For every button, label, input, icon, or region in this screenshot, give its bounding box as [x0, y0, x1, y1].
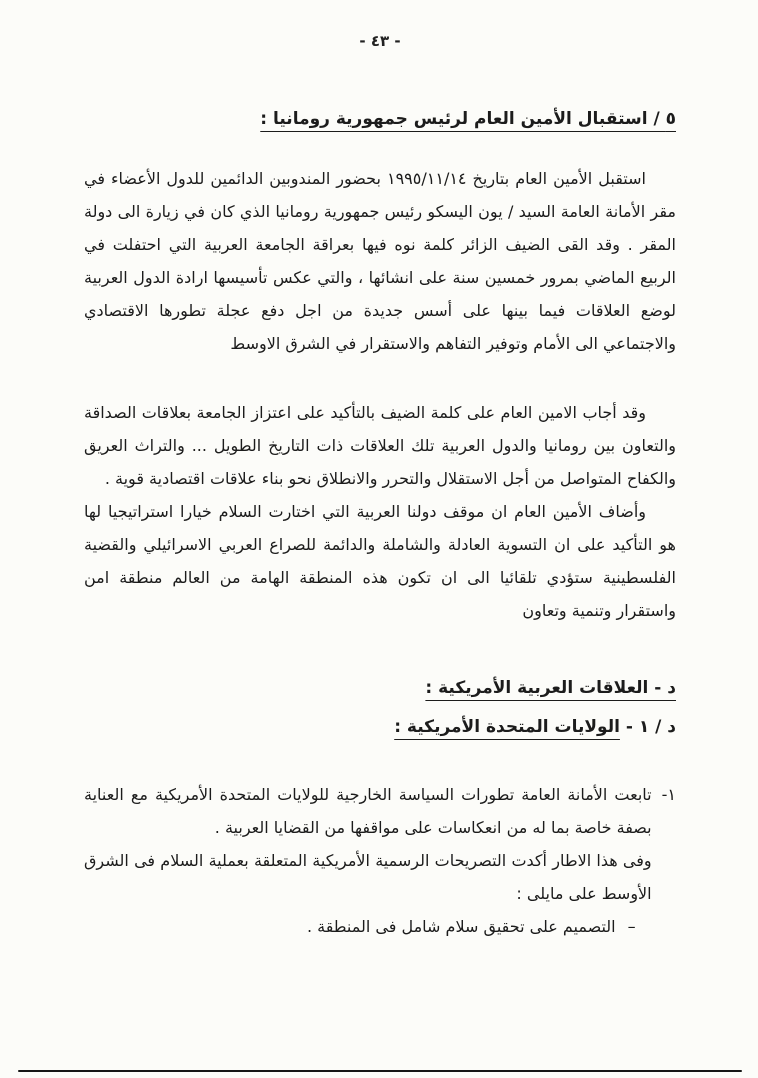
item-1-text: تابعت الأمانة العامة تطورات السياسة الخارجية للولايات المتحدة الأمريكية مع العناية بصفة خاصة بما له من انعكاسات على مواقفها من القضايا العربية .	[84, 785, 652, 837]
item-1-body	[84, 778, 652, 943]
paragraph-reception-2: وقد أجاب الامين العام على كلمة الضيف بالتأكيد على اعتزاز الجامعة بعلاقات الصداقة والتعاون بين رومانيا والدول العربية تلك العلاقات ذات التاريخ الطويل ... والتراث العريق والكفاح المتواصل من أجل الاستقلال والتحرر والانطلاق نحو بناء علاقات اقتصادية قوية .	[84, 403, 676, 488]
item-1-continuation: وفى هذا الاطار أكدت التصريحات الرسمية الأمريكية المتعلقة بعملية السلام فى الشرق الأوسط على مايلى :	[84, 851, 652, 903]
bullet-dash: –	[627, 917, 636, 936]
section-5-heading: ٥ / استقبال الأمين العام لرئيس جمهورية رومانيا :	[260, 109, 676, 129]
numbered-item-1	[84, 778, 676, 943]
scan-artifact-line	[18, 1070, 742, 1072]
bullet-text: التصميم على تحقيق سلام شامل فى المنطقة .	[306, 917, 616, 936]
item-1-number: ١-	[661, 785, 676, 804]
section-d1-prefix: د / ١ -	[619, 717, 676, 737]
page-number: - ٤٣ -	[359, 32, 401, 50]
section-d-heading: د - العلاقات العربية الأمريكية :	[425, 678, 676, 698]
paragraph-reception-1: استقبل الأمين العام بتاريخ ١٩٩٥/١١/١٤ بحضور المندوبين الدائمين للدول الأعضاء في مقر الأمانة العامة السيد / يون اليسكو رئيس جمهورية رومانيا الذي كان في زيارة الى دولة المقر . وقد القى الضيف الزائر كلمة نوه فيها بعراقة الجامعة العربية التي احتفلت في الربيع الماضي بمرور خمسين سنة على انشائها ، والتي عكس تأسيسها ارادة الدول العربية لوضع العلاقات فيما بينها على أسس جديدة من اجل دفع عجلة تطورها الاقتصادي والاجتماعي الى الأمام وتوفير التفاهم والاستقرار في الشرق الاوسط	[84, 169, 676, 353]
section-d1-subheading	[84, 711, 676, 744]
paragraph-reception-3: وأضاف الأمين العام ان موقف دولنا العربية التي اختارت السلام خيارا استراتيجيا لها هو التأكيد على ان التسوية العادلة والشاملة والدائمة للصراع العربي الاسرائيلي والقضية الفلسطينية ستؤدي تلقائيا الى ان تكون هذه المنطقة الهامة من العالم منطقة امن واستقرار وتنمية وتعاون	[84, 502, 676, 620]
bullet-item	[84, 910, 652, 943]
section-d1-title: الولايات المتحدة الأمريكية :	[394, 717, 620, 737]
